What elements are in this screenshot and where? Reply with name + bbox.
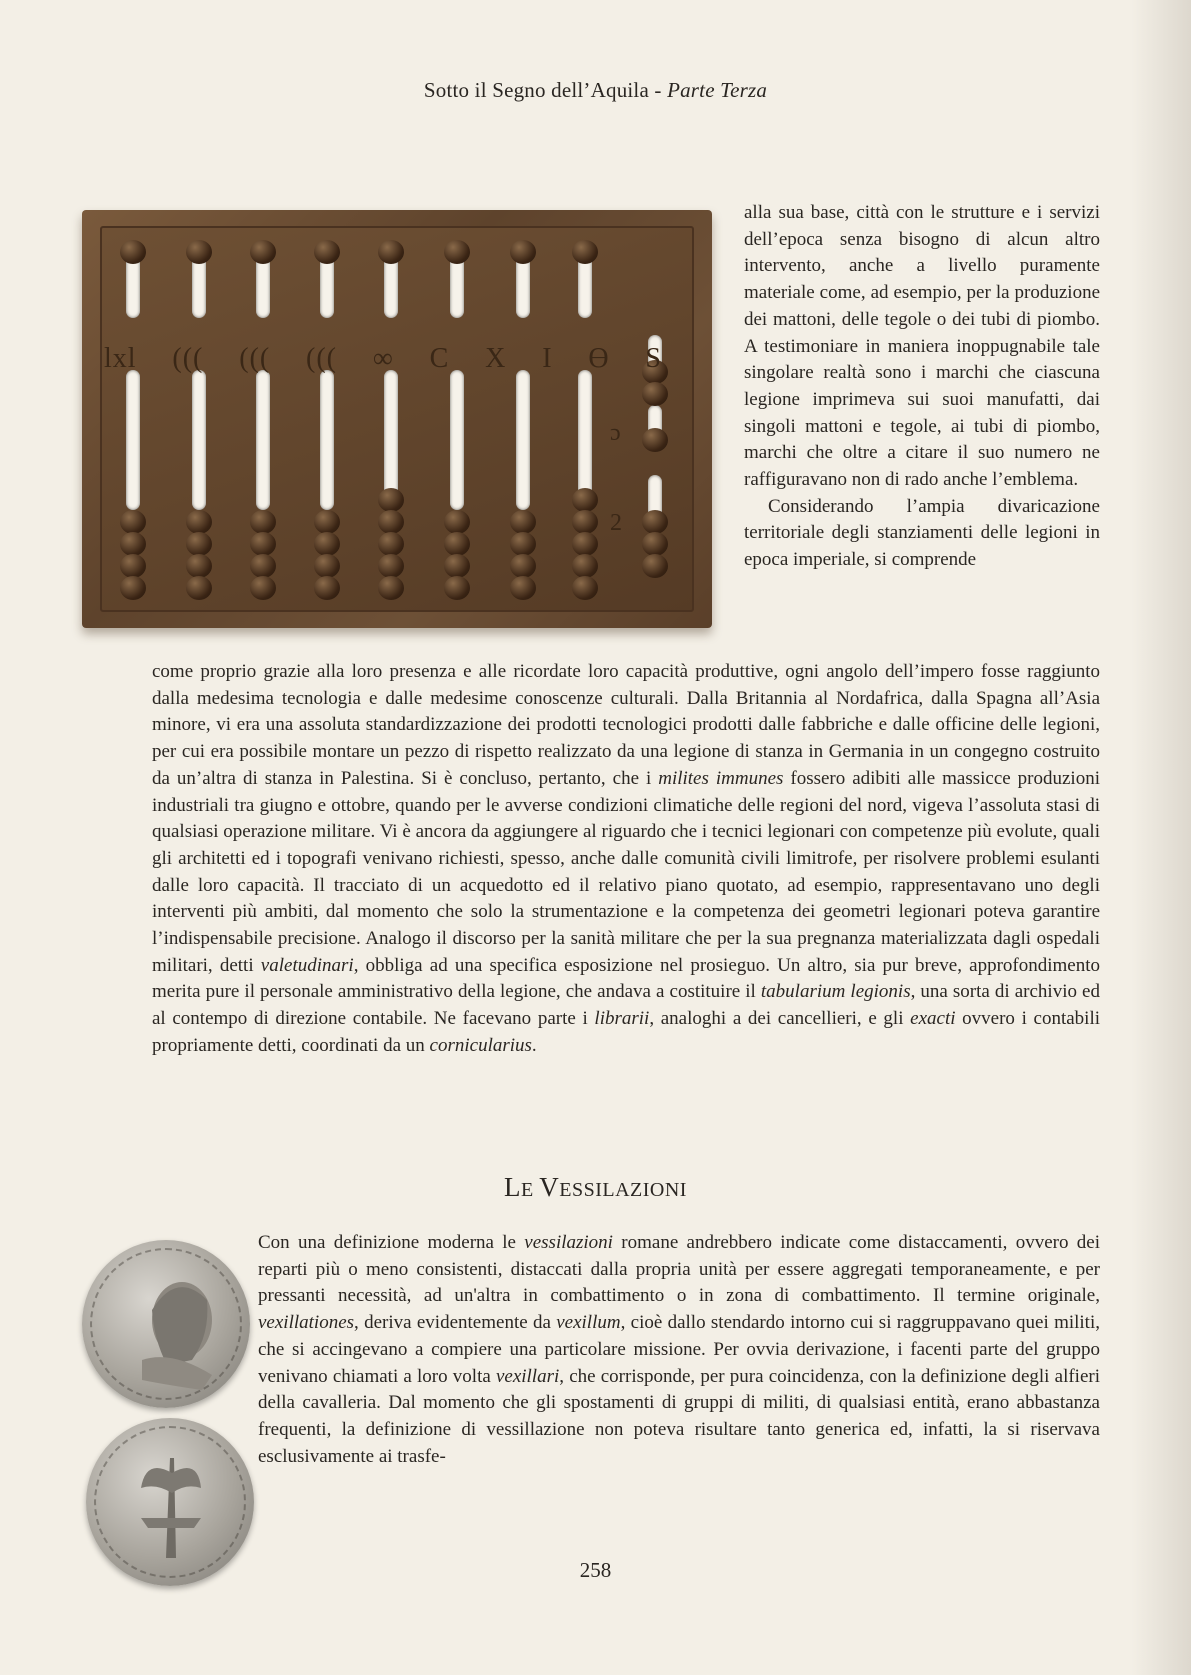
section-title (0, 1172, 1191, 1203)
abacus-bead (314, 576, 340, 600)
abacus-numeral: C (429, 343, 450, 374)
abacus-slot-lower (126, 370, 140, 510)
text-run: romane andrebbero indicate come distaccamenti, ovvero dei reparti più o meno consistenti, distaccati dalla propria unità per essere aggregati temporaneamente, e per pressanti necessità, ad un'altra in combattimento o in zona di combattimento. Il termine originale, (258, 1232, 1100, 1307)
abacus-bead (642, 428, 668, 452)
abacus-numeral: S (645, 343, 662, 374)
abacus-bead (250, 510, 276, 534)
abacus-bead (444, 510, 470, 534)
abacus-bead (378, 488, 404, 512)
abacus-bead (378, 240, 404, 264)
abacus-bead (510, 576, 536, 600)
abacus-bead (314, 554, 340, 578)
text-run: , deriva evidentemente da (354, 1312, 557, 1334)
emperor-portrait-icon (82, 1240, 250, 1408)
abacus-numeral: ((( (172, 343, 204, 374)
abacus-numeral: lxl (104, 343, 137, 374)
abacus-slot-lower (256, 370, 270, 510)
abacus-numerals (104, 343, 662, 375)
latin-term: librarii (594, 1008, 650, 1030)
abacus-numeral: ((( (306, 343, 337, 374)
abacus-side-mark: ɔ (610, 420, 621, 446)
abacus-numeral: X (485, 343, 507, 374)
section-text (258, 1230, 1100, 1470)
abacus-bead (642, 554, 668, 578)
title-smallcaps: ESSILAZIONI (559, 1179, 687, 1201)
abacus-bead (572, 488, 598, 512)
abacus-bead (378, 510, 404, 534)
text-run: , che corrisponde, per pura coincidenza, con la definizione degli alfieri della cavalleria. Dal momento che gli spostamenti di gruppi di militi, di qualsiasi entità, erano abbastanza frequenti, la definizione di vessillazione non poteva risultare tanto generica ed, infatti, la si riservava esclusivamente ai trasfe- (258, 1365, 1100, 1467)
abacus-bead (572, 532, 598, 556)
book-title: Sotto il Segno dell’Aquila (423, 78, 649, 102)
abacus-bead (510, 554, 536, 578)
latin-term: vessilazioni (524, 1232, 613, 1253)
abacus-slot-lower (192, 370, 206, 510)
abacus-bead (186, 576, 212, 600)
abacus-bead (510, 532, 536, 556)
page-gutter-shadow (1131, 0, 1191, 1675)
abacus-bead (314, 532, 340, 556)
text-run: fossero adibiti alle massicce produzioni industriali tra giugno e ottobre, quando per le avverse condizioni climatiche delle regioni del nord, vigeva l’assoluta stasi di qualsiasi operazione militare. Vi è ancora da aggiungere al riguardo che i tecnici legionari con competenze più evolute, quali gli architetti ed i topografi venivano richiesti, spesso, anche dalle comunità civili limitrofe, per risolvere problemi esulanti dalle loro capacità. Il tracciato di un acquedotto ed il relativo piano quotato, ad esempio, rappresentavano uno degli interventi più ambiti, dal momento che solo la strumentazione e la competenza dei geometri legionari poteva garantire l’indispensabile precisione. Analogo il discorso per la sanità militare che per la sua pregnanza materializzata dagli ospedali militari, detti (152, 767, 1100, 976)
abacus-bead (444, 532, 470, 556)
text-run: , analoghi a dei cancellieri, e gli (649, 1008, 911, 1030)
latin-term: vexillum (556, 1312, 621, 1334)
latin-term: vexillationes (258, 1312, 355, 1334)
text-run: Con una definizione moderna le (258, 1232, 525, 1253)
abacus-bead (250, 554, 276, 578)
abacus-bead (250, 240, 276, 264)
text-run: come proprio grazie alla loro presenza e alle ricordate loro capacità produttive, ogni angolo dell’impero fosse raggiunto dalla medesima tecnologia e dalle medesime conoscenze culturali. Dalla Britannia al Nordafrica, dalla Spagna all’Asia minore, vi era una assoluta standardizzazione dei prodotti tecnologici prodotti dalle fabbriche e dalle officine delle legioni, per cui era possibile montare un pezzo di rispetto realizzato da una legione di stanza in Germania in un congegno costruito da un’altra di stanza in Palestina. Si è concluso, pertanto, che i (152, 661, 1100, 789)
latin-term: valetudinari (260, 954, 354, 976)
abacus-bead (250, 576, 276, 600)
abacus-bead (314, 510, 340, 534)
abacus-bead (642, 382, 668, 406)
paragraph: Considerando l’ampia divaricazione territoriale degli stanziamenti delle legioni in epoca imperiale, si comprende (744, 495, 1100, 571)
abacus-bead (186, 532, 212, 556)
text-run: ovvero i contabili propriamente detti, coordinati da un (152, 1008, 1101, 1056)
abacus-bead (314, 240, 340, 264)
text-run: , una sorta di archivio ed al contempo di direzione contabile. Ne facevano parte i (152, 981, 1100, 1030)
abacus-bead (572, 576, 598, 600)
abacus-bead (120, 554, 146, 578)
abacus-bead (378, 532, 404, 556)
main-paragraph (152, 659, 1100, 1060)
text-run: , cioè dallo stendardo intorno cui si raggruppavano quei militi, che si accingevano a compiere una particolare missione. Per ovvia derivazione, i facenti parte del gruppo venivano chiamati a loro volta (258, 1312, 1100, 1387)
abacus-bead (120, 532, 146, 556)
title-initial: L (504, 1172, 522, 1202)
abacus-bead (120, 576, 146, 600)
latin-term: cornicularius (429, 1034, 532, 1056)
header-part: Parte Terza (667, 78, 768, 102)
abacus-numeral: ϴ (588, 343, 610, 374)
latin-term: exacti (910, 1008, 956, 1030)
abacus-bead (572, 240, 598, 264)
title-initial: V (539, 1172, 560, 1202)
abacus-side-mark: 2 (610, 510, 622, 536)
page-number: 258 (579, 1558, 612, 1582)
abacus-bead (642, 510, 668, 534)
abacus-bead (378, 576, 404, 600)
abacus-bead (510, 510, 536, 534)
abacus-numeral: ∞ (372, 343, 394, 374)
abacus-bead (250, 532, 276, 556)
abacus-slot-lower (320, 370, 334, 510)
abacus-bead (444, 240, 470, 264)
roman-abacus-image (82, 210, 712, 628)
latin-term: milites immunes (658, 767, 784, 789)
latin-term: tabularium legionis (760, 981, 911, 1003)
abacus-bead (186, 240, 212, 264)
coin-obverse-image (82, 1240, 250, 1408)
running-header (0, 78, 1191, 103)
abacus-bead (642, 532, 668, 556)
abacus-bead (378, 554, 404, 578)
abacus-numeral: I (542, 343, 553, 374)
abacus-bead (572, 510, 598, 534)
abacus-bead (444, 554, 470, 578)
abacus-slot-lower (450, 370, 464, 510)
latin-term: vexillari (495, 1365, 560, 1387)
paragraph: alla sua base, città con le strutture e i servizi dell’epoca senza bisogno di alcun altro intervento, anche a livello puramente materiale come, ad esempio, per la produzione dei mattoni, delle tegole o dei tubi di piombo. A testimoniare in maniera inoppugnabile tale singolare realtà sono i marchi che ciascuna legione imprimeva sui suoi manufatti, dai singoli mattoni e tegole, ai tubi di piombo, marchi che oltre a citare il suo numero ne raffiguravano non di rado anche l’emblema. (744, 202, 1100, 491)
abacus-bead (510, 240, 536, 264)
abacus-bead (572, 554, 598, 578)
abacus-bead (120, 510, 146, 534)
text-run: . (531, 1034, 537, 1056)
right-column-text (744, 200, 1100, 574)
abacus-bead (186, 510, 212, 534)
abacus-numeral: ((( (239, 343, 271, 374)
text-run: , obbliga ad una specifica esposizione nel prosieguo. Un altro, sia pur breve, approfondimento merita pure il personale amministrativo della legione, che andava a costituire il (152, 954, 1101, 1003)
title-smallcaps: E (521, 1179, 540, 1201)
abacus-bead (120, 240, 146, 264)
abacus-bead (444, 576, 470, 600)
abacus-slot-lower (516, 370, 530, 510)
header-separator: - (648, 78, 668, 102)
abacus-bead (186, 554, 212, 578)
